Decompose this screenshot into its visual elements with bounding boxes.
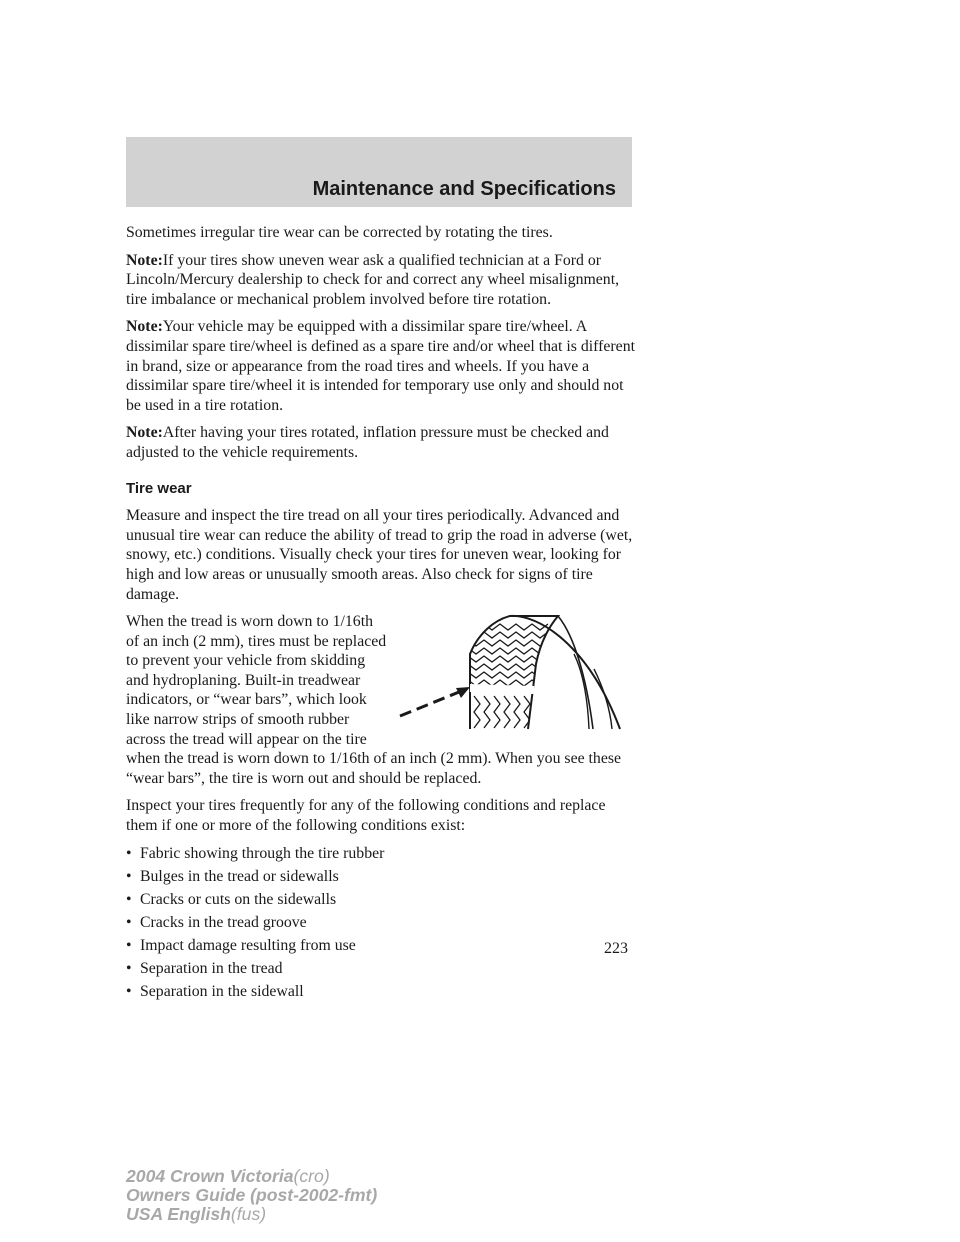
footer-language: USA English — [126, 1204, 231, 1224]
list-item — [126, 844, 636, 864]
page-content — [126, 223, 636, 1005]
bullet-icon: • — [126, 844, 132, 862]
list-item-text: Cracks or cuts on the sidewalls — [140, 890, 337, 908]
footer-language-code: (fus) — [230, 1204, 267, 1224]
bullet-icon: • — [126, 983, 132, 1001]
list-item — [126, 890, 636, 910]
list-item-text: Separation in the tread — [140, 960, 283, 978]
list-item-text: Cracks in the tread groove — [140, 913, 307, 931]
footer-guide: Owners Guide (post-2002-fmt) — [126, 1185, 378, 1205]
note-label: Note: — [126, 424, 163, 442]
footer-model-code: (cro) — [293, 1166, 330, 1186]
document-footer — [126, 1167, 377, 1224]
section-title: Maintenance and Specifications — [312, 178, 616, 200]
inspect-paragraph: Inspect your tires frequently for any of the following conditions and replace them if one or more of the following conditions exist: — [126, 797, 606, 835]
list-item — [126, 867, 636, 887]
tire-wear-paragraph: Measure and inspect the tire tread on all your tires periodically. Advanced and unusual tire wear can reduce the ability of tread to grip the road in adverse (wet, snowy, etc.) conditions. Visually check your tires for uneven wear, looking for high and low areas or unusually smooth areas. Also check for signs of tire damage. — [126, 507, 633, 603]
list-item-text: Separation in the sidewall — [140, 983, 304, 1001]
list-item — [126, 959, 636, 979]
bullet-icon: • — [126, 890, 132, 908]
footer-line — [126, 1186, 377, 1205]
tire-wear-heading: Tire wear — [126, 479, 192, 497]
page-number: 223 — [604, 940, 628, 957]
list-item — [126, 982, 636, 1002]
tire-wear-bar-illustration — [398, 614, 636, 749]
list-item — [126, 936, 636, 956]
note-text: If your tires show uneven wear ask a qualified technician at a Ford or Lincoln/Mercury dealership to check for and correct any wheel misalignment, tire imbalance or mechanical problem involved before tire rotation. — [126, 251, 620, 308]
list-item — [126, 913, 636, 933]
note-text: After having your tires rotated, inflation pressure must be checked and adjusted to the vehicle requirements. — [126, 424, 609, 461]
note-paragraph — [126, 251, 636, 310]
conditions-list — [126, 844, 636, 1002]
intro-paragraph: Sometimes irregular tire wear can be corrected by rotating the tires. — [126, 224, 553, 241]
footer-line — [126, 1167, 377, 1186]
footer-model: 2004 Crown Victoria — [126, 1166, 294, 1186]
list-item-text: Bulges in the tread or sidewalls — [140, 867, 339, 885]
list-item-text: Fabric showing through the tire rubber — [140, 844, 385, 862]
wear-bars-paragraph: When the tread is worn down to 1/16th of an inch (2 mm), tires must be replaced to prevent your vehicle from skidding and hydroplaning. Built-in treadwear indicators, or “wear bars”, which look like narrow strips of smooth rubber across the tread will appear on the tire when the tread is worn down to 1/16th of an inch (2 mm). When you see these “wear bars”, the tire is worn out and should be replaced. — [126, 613, 622, 787]
note-paragraph — [126, 317, 636, 415]
note-text: Your vehicle may be equipped with a dissimilar spare tire/wheel. A dissimilar spare tire/wheel is defined as a spare tire and/or wheel that is different in brand, size or appearance from the road tires and wheels. If you have a dissimilar spare tire/wheel it is intended for temporary use only and should not be used in a tire rotation. — [126, 318, 635, 414]
bullet-icon: • — [126, 937, 132, 954]
bullet-icon: • — [126, 913, 132, 931]
list-item-text: Impact damage resulting from use — [140, 937, 356, 954]
note-label: Note: — [126, 318, 163, 336]
section-header-band — [126, 137, 632, 207]
note-label: Note: — [126, 251, 163, 269]
bullet-icon: • — [126, 960, 132, 978]
bullet-icon: • — [126, 867, 132, 885]
note-paragraph — [126, 423, 636, 462]
footer-line — [126, 1205, 377, 1224]
